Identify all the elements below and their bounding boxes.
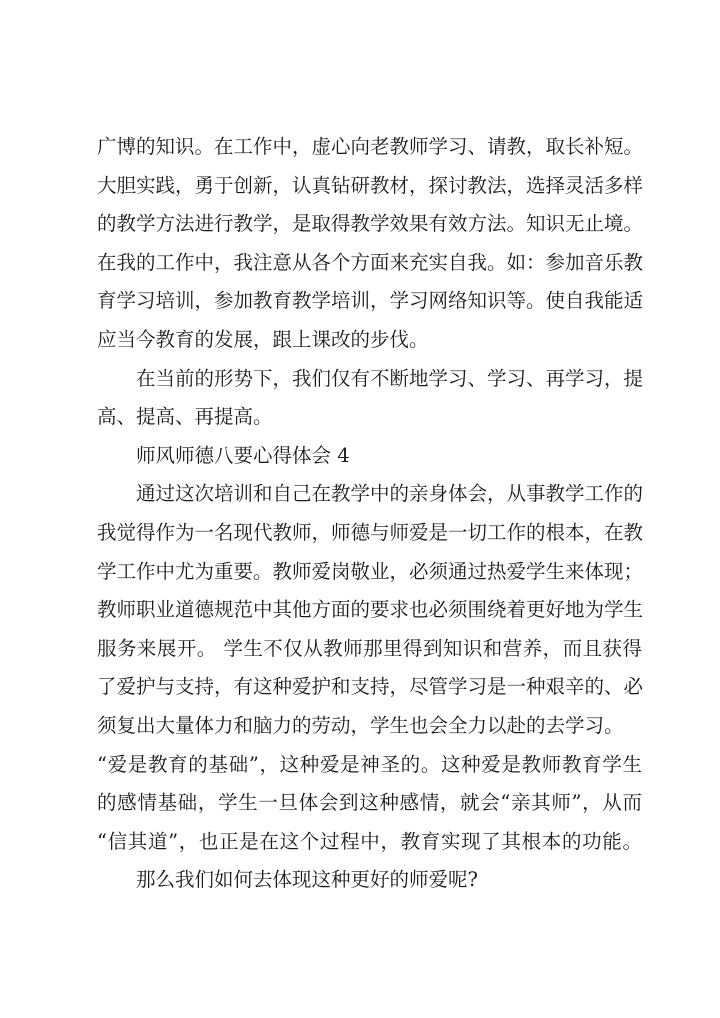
text-line: 的教学方法进行教学，是取得教学效果有效方法。知识无止境。 [97, 212, 644, 236]
text-line: 通过这次培训和自己在教学中的亲身体会，从事教学工作的 [136, 482, 644, 506]
text-line: 学工作中尤为重要。教师爱岗敬业，必须通过热爱学生来体现； [97, 559, 644, 583]
text-line: 须复出大量体力和脑力的劳动，学生也会全力以赴的去学习。 [97, 713, 624, 737]
text-line: 师风师德八要心得体会 4 [136, 443, 350, 467]
text-line: 育学习培训，参加教育教学培训，学习网络知识等。使自我能适 [97, 289, 644, 313]
text-line: 在当前的形势下，我们仅有不断地学习、学习、再学习，提 [136, 366, 644, 390]
text-line: “信其道”，也正是在这个过程中，教育实现了其根本的功能。 [97, 829, 642, 853]
text-line: 大胆实践，勇于创新，认真钻研教材，探讨教法，选择灵活多样 [97, 173, 644, 197]
text-line: 在我的工作中，我注意从各个方面来充实自我。如：参加音乐教 [97, 250, 644, 274]
text-line: 服务来展开。 学生不仅从教师那里得到知识和营养，而且获得 [97, 636, 642, 660]
text-line: 的感情基础，学生一旦体会到这种感情，就会“亲其师”，从而 [97, 791, 642, 815]
text-line: 了爱护与支持，有这种爱护和支持，尽管学习是一种艰辛的、必 [97, 675, 644, 699]
text-line: 应当今教育的发展，跟上课改的步伐。 [97, 327, 429, 351]
text-line: 那么我们如何去体现这种更好的师爱呢? [136, 868, 478, 892]
text-line: 广博的知识。在工作中，虚心向老教师学习、请教，取长补短。 [97, 135, 644, 158]
text-line: 高、提高、再提高。 [97, 405, 273, 429]
body-text [97, 128, 642, 900]
text-line: 教师职业道德规范中其他方面的要求也必须围绕着更好地为学生 [97, 598, 644, 622]
text-line: 我觉得作为一名现代教师，师德与师爱是一切工作的根本，在教 [97, 520, 644, 544]
text-line: “爱是教育的基础”，这种爱是神圣的。这种爱是教师教育学生 [97, 752, 642, 776]
